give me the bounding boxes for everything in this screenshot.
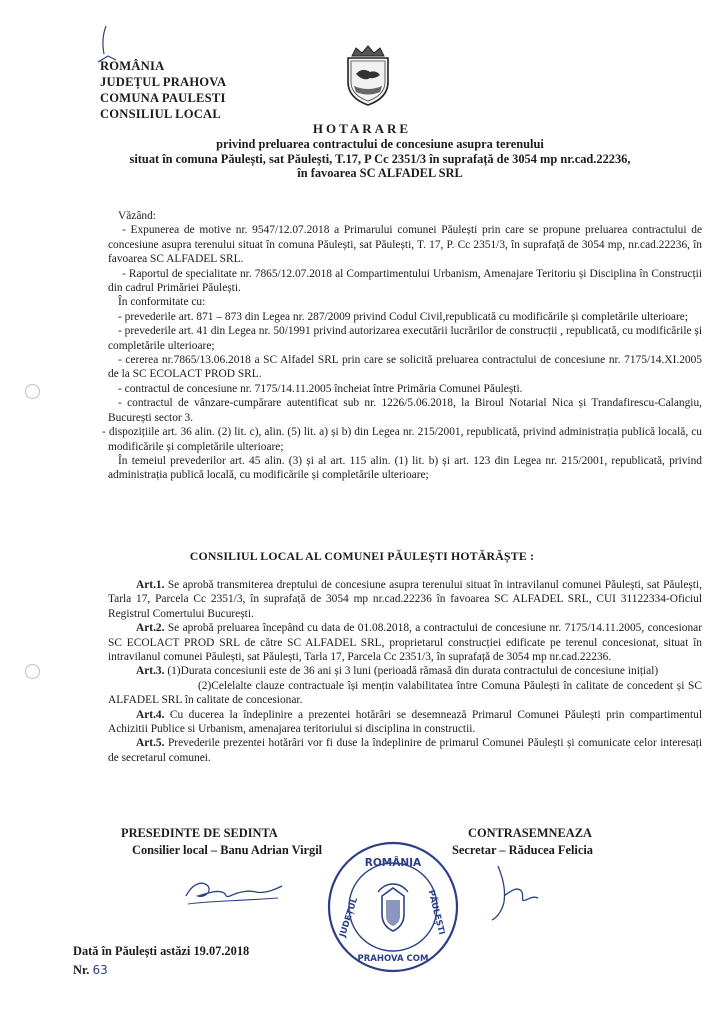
considerations-block <box>102 209 702 483</box>
header-line-commune: COMUNA PAULESTI <box>100 91 226 105</box>
subtitle-line: în favoarea SC ALFADEL SRL <box>297 166 463 181</box>
header-line-county: JUDEȚUL PRAHOVA <box>100 75 227 89</box>
article-paragraph <box>108 736 702 765</box>
punch-hole <box>25 664 40 679</box>
official-stamp-icon <box>324 838 462 976</box>
article-label: Art.1. <box>136 579 165 591</box>
consideration-paragraph: - contractul de concesiune nr. 7175/14.11.2005 încheiat între Primăria Comunei Păulești. <box>118 382 523 395</box>
article-label: Art.2. <box>136 622 165 635</box>
articles-block <box>108 578 702 765</box>
article-text: (2)Celelalte clauze contractuale își mențin valabilitatea între Comuna Păulești în calitate de concedent și SC ALFADEL SRL în calitate de concesionar. <box>108 679 702 707</box>
svg-text:ROMÂNIA: ROMÂNIA <box>364 857 422 869</box>
consideration-paragraph: - Raportul de specialitate nr. 7865/12.07.2018 al Compartimentului Urbanism, Amenajare Teritoriu și Disciplina în Construcții din cadrul Primăriei Păulești. <box>108 267 702 295</box>
signature-right-icon <box>484 862 544 924</box>
article-text: Se aprobă transmiterea dreptului de concesiune asupra terenului situat în intravilanul comunei Păulești, sat Păulești, Tarla 17, Parcela Cc 2351/3, în suprafață de 3054 mp nr.cad.22236 în favoarea SC ALFADEL SRL, CUI 31122334-Oficiul Registrul Comertului București. <box>108 579 702 620</box>
article-text: Prevederile prezentei hotărâri vor fi duse la îndeplinire de primarul Comunei Păulești și comunicate celor interesați de secretarul comunei. <box>108 737 702 764</box>
signature-right-role: CONTRASEMNEAZA <box>468 826 592 840</box>
document-number-value: 63 <box>92 963 108 977</box>
article-paragraph <box>108 679 702 708</box>
coat-of-arms-icon <box>342 42 394 108</box>
subtitle-line: situat în comuna Păulești, sat Păulești, T.17, P Cc 2351/3 în suprafață de 3054 mp nr.cad.22236, <box>129 151 631 166</box>
ink-mark-icon <box>90 24 130 74</box>
article-text: Se aprobă preluarea începând cu data de 01.08.2018, a contractului de concesiune nr. 7175/14.11.2005, concesionar SC ECOLACT PROD SRL de către SC ALFADEL SRL, proprietarul construcției edificate pe terenul concesionat, situat în intravilanul comunei Păulești, sat Păulești, Tarla 17, Parcela Cc 2351/3, în suprafață de 3054 mp nr.cad.22236. <box>108 622 702 664</box>
punch-hole <box>25 384 40 399</box>
consideration-paragraph: Văzând: <box>118 210 156 222</box>
signature-left-role: PRESEDINTE DE SEDINTA <box>121 826 278 840</box>
article-text: (1)Durata concesiunii este de 36 ani și 3 luni (perioadă rămasă din durata contractului de concesiune inițial) <box>164 665 659 678</box>
header-line-country: ROMÂNIA <box>100 59 165 73</box>
article-paragraph <box>108 708 702 737</box>
signature-left-icon <box>178 868 290 914</box>
document-subtitle <box>60 137 700 181</box>
document-title: HOTARARE <box>312 121 412 136</box>
svg-text:PĂULEȘTI: PĂULEȘTI <box>425 889 447 936</box>
decision-heading: CONSILIUL LOCAL AL COMUNEI PĂULEȘTI HOTĂRĂȘTE : <box>189 549 535 563</box>
signature-left-name: Consilier local – Banu Adrian Virgil <box>132 843 323 857</box>
article-paragraph <box>108 664 702 678</box>
consideration-paragraph: - prevederile art. 41 din Legea nr. 50/1991 privind autorizarea executării lucrărilor de construcții , republicată, cu modificările și completările ulterioare; <box>108 325 702 352</box>
consideration-paragraph: - Expunerea de motive nr. 9547/12.07.2018 a Primarului comunei Păulești prin care se propune preluarea contractului de concesiune asupra terenului situat în comuna Păulești, sat Păulești, T. 17, P. Cc 2351/3, în suprafață de 3054 mp, nr.cad.22236, în favoarea SC ALFADEL SRL. <box>108 224 702 266</box>
subtitle-line: privind preluarea contractului de concesiune asupra terenului <box>216 137 544 151</box>
document-number-label: Nr. <box>73 963 90 977</box>
consideration-paragraph: - cererea nr.7865/13.06.2018 a SC Alfadel SRL prin care se solicită preluarea contractului de concesiune nr. 7175/14.XI.2005 de la SC ECOLACT PROD SRL. <box>108 354 702 381</box>
svg-text:PRAHOVA COM: PRAHOVA COM <box>357 954 429 964</box>
signature-right-name: Secretar – Răducea Felicia <box>452 843 593 857</box>
article-label: Art.5. <box>136 737 165 750</box>
consideration-paragraph: - contractul de vânzare-cumpărare autentificat sub nr. 1226/5.06.2018, la Biroul Notarial Nica și Trandafirescu-Calangiu, București sector 3. <box>108 397 702 424</box>
svg-text:JUDEȚUL: JUDEȚUL <box>338 896 361 939</box>
consideration-paragraph: În conformitate cu: <box>118 296 206 309</box>
consideration-paragraph: În temeiul prevederilor art. 45 alin. (3) și al art. 115 alin. (1) lit. b) și art. 123 din Legea nr. 215/2001, republicată, privind administrația publică locală, cu modificările și completările ulterioare; <box>108 454 702 482</box>
article-label: Art.4. <box>136 708 165 721</box>
consideration-paragraph: - prevederile art. 871 – 873 din Legea nr. 287/2009 privind Codul Civil,republicată cu modificările și completările ulterioare; <box>118 310 688 323</box>
article-paragraph <box>108 621 702 664</box>
document-date: Dată în Păulești astăzi 19.07.2018 <box>73 944 250 958</box>
consideration-paragraph: - dispozițiile art. 36 alin. (2) lit. c), alin. (5) lit. a) și b) din Legea nr. 215/2001, republicată, privind administrația publică locală, cu modificările și completările ulterioare; <box>102 426 702 453</box>
header-line-council: CONSILIUL LOCAL <box>100 107 221 121</box>
article-text: Cu ducerea la îndeplinire a prezentei hotărâri se desemnează Primarul Comunei Păulești prin compartimentul Achizitii Publice si Urbanism, amenajarea teritoriului si disciplina in constructii. <box>108 708 702 736</box>
article-paragraph <box>108 578 702 621</box>
document-number <box>73 963 108 978</box>
article-label: Art.3. <box>136 665 165 678</box>
